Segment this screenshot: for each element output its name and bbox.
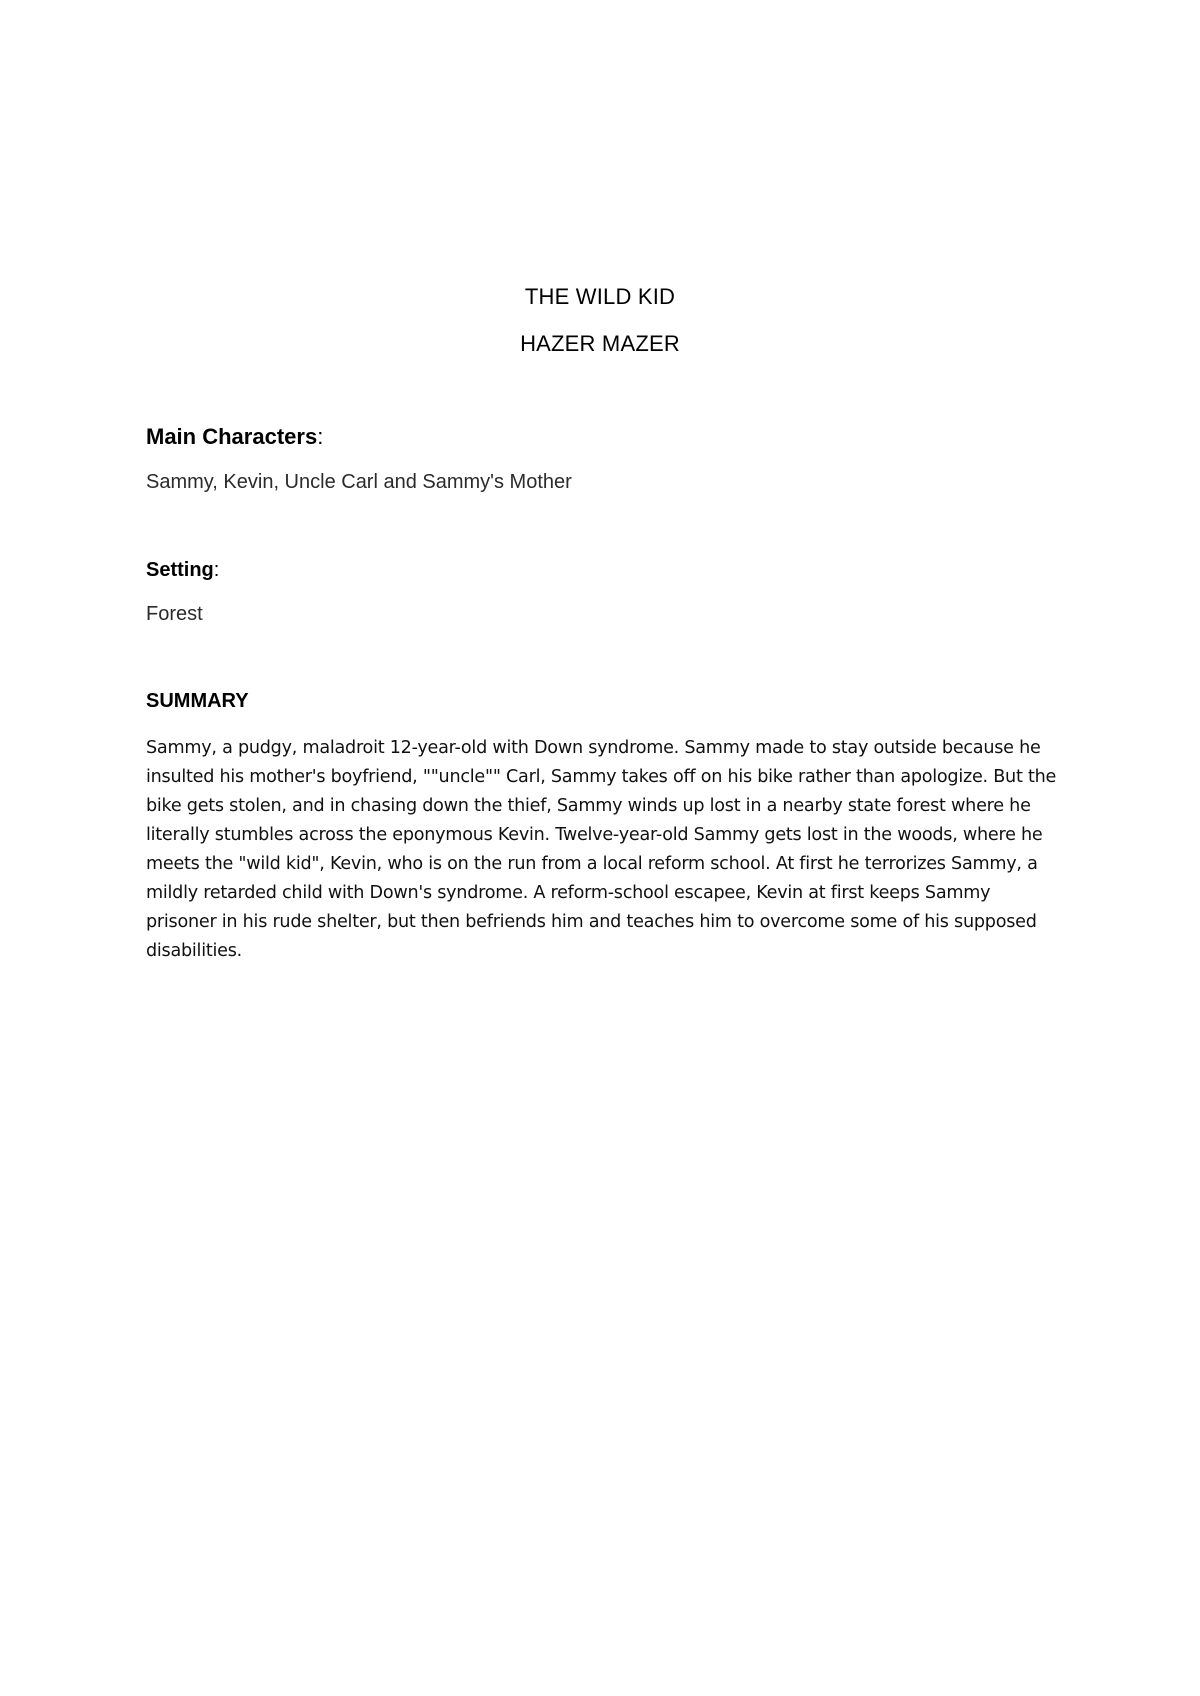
main-characters-heading xyxy=(146,424,1066,450)
setting-heading-text: Setting xyxy=(146,559,214,581)
setting-text: Forest xyxy=(146,603,203,625)
summary-paragraph: Sammy, a pudgy, maladroit 12-year-old with Down syndrome. Sammy made to stay outside because he insulted his mother's boyfriend, ""uncle"" Carl, Sammy takes off on his bike rather than apologize. But the bike gets stolen, and in chasing down the thief, Sammy winds up lost in a nearby state forest where he literally stumbles across the eponymous Kevin. Twelve-year-old Sammy gets lost in the woods, where he meets the "wild kid", Kevin, who is on the run from a local reform school. At first he terrorizes Sammy, a mildly retarded child with Down's syndrome. A reform-school escapee, Kevin at first keeps Sammy prisoner in his rude shelter, but then befriends him and teaches him to overcome some of his supposed disabilities. xyxy=(146,738,1057,961)
main-characters-heading-colon: : xyxy=(317,424,324,449)
main-characters-text: Sammy, Kevin, Uncle Carl and Sammy's Mother xyxy=(146,471,572,493)
document-author: HAZER MAZER xyxy=(520,331,680,356)
document-title: THE WILD KID xyxy=(524,284,676,309)
setting-heading-colon: : xyxy=(213,559,220,581)
main-characters-heading-text: Main Characters xyxy=(146,424,318,449)
summary-heading: SUMMARY xyxy=(146,690,249,712)
setting-heading xyxy=(146,559,1066,582)
